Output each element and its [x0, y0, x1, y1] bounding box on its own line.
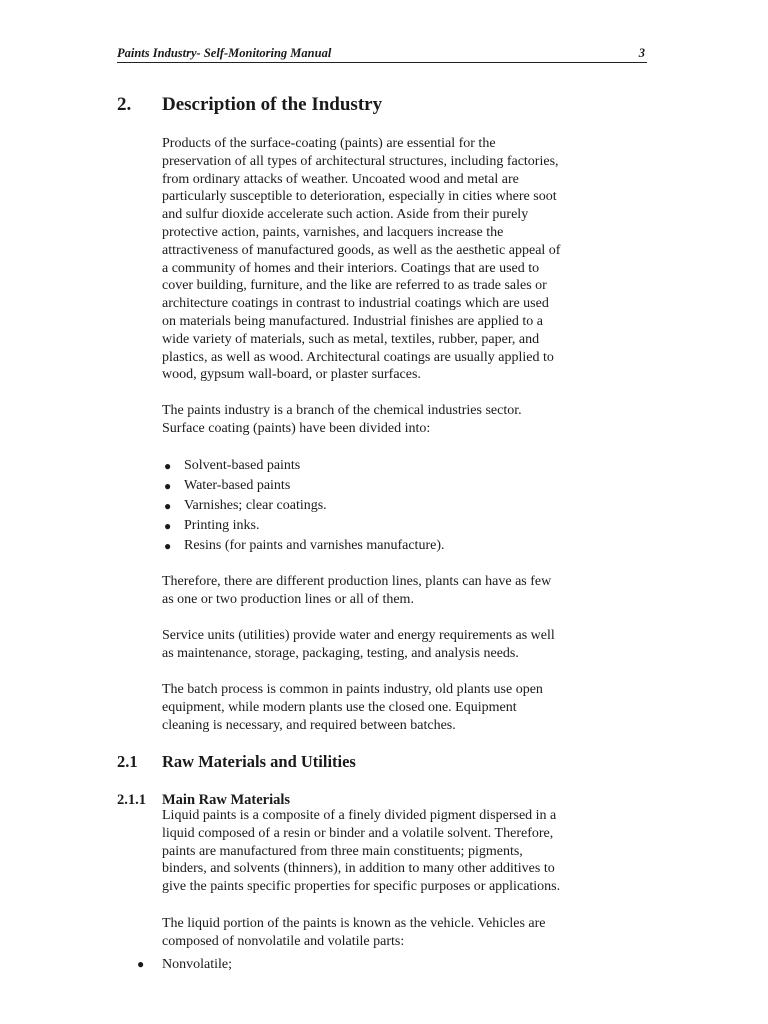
list-item: [162, 496, 444, 516]
list-item-text: Nonvolatile;: [162, 957, 232, 972]
text-line: wide variety of materials, such as metal, textiles, rubber, paper, and: [162, 331, 540, 347]
subsection-number: 2.1: [117, 752, 138, 771]
text-line: plastics, as well as wood. Architectural coatings are usually applied to: [162, 349, 554, 365]
paint-types-list: [162, 456, 444, 556]
text-line: from ordinary attacks of weather. Uncoated wood and metal are: [162, 171, 519, 187]
paragraph-production-lines: [162, 573, 612, 609]
text-line: Surface coating (paints) have been divided into:: [162, 420, 431, 436]
text-line: equipment, while modern plants use the closed one. Equipment: [162, 699, 517, 715]
text-line: Products of the surface-coating (paints) are essential for the: [162, 136, 496, 151]
text-line: a community of homes and their interiors. Coatings that are used to: [162, 260, 540, 276]
list-item-text: Resins (for paints and varnishes manufacture).: [184, 538, 445, 553]
paragraph-liquid-paints: [162, 807, 612, 896]
text-line: The batch process is common in paints industry, old plants use open: [162, 682, 543, 697]
bullet-icon: ●: [164, 479, 172, 493]
text-line: composed of nonvolatile and volatile parts:: [162, 933, 405, 949]
paragraph-intro: [162, 135, 612, 384]
subsection-heading: [117, 752, 356, 772]
text-line: liquid composed of a resin or binder and a volatile solvent. Therefore,: [162, 825, 554, 841]
text-line: preservation of all types of architectural structures, including factories,: [162, 153, 559, 169]
text-line: cleaning is necessary, and required between batches.: [162, 717, 456, 733]
list-item: [162, 476, 444, 496]
text-line: as maintenance, storage, packaging, testing, and analysis needs.: [162, 645, 519, 661]
page-number: 3: [638, 46, 645, 60]
section-title: Description of the Industry: [162, 94, 383, 115]
text-line: Therefore, there are different production lines, plants can have as few: [162, 574, 552, 589]
text-line: as one or two production lines or all of them.: [162, 591, 414, 607]
subsubsection-title: Main Raw Materials: [162, 792, 291, 808]
bullet-icon: ●: [164, 539, 172, 553]
text-line: particularly susceptible to deterioration, especially in cities where soot: [162, 189, 557, 205]
text-line: Service units (utilities) provide water and energy requirements as well: [162, 628, 555, 643]
bullet-icon: ●: [164, 499, 172, 513]
list-item-text: Varnishes; clear coatings.: [184, 498, 327, 513]
list-item: [162, 516, 444, 536]
paragraph-batch-process: [162, 681, 612, 734]
subsection-title: Raw Materials and Utilities: [162, 752, 356, 771]
text-line: The liquid portion of the paints is known as the vehicle. Vehicles are: [162, 916, 546, 931]
bullet-icon: ●: [164, 459, 172, 473]
bullet-icon: ●: [137, 957, 145, 971]
text-line: paints are manufactured from three main constituents; pigments,: [162, 843, 523, 859]
list-item-text: Water-based paints: [184, 478, 291, 493]
list-item-text: Solvent-based paints: [184, 458, 301, 473]
list-item: [162, 536, 444, 556]
subsubsection-number: 2.1.1: [117, 792, 146, 808]
text-line: cover building, furniture, and the like are referred to as trade sales or: [162, 278, 547, 294]
text-line: The paints industry is a branch of the chemical industries sector.: [162, 403, 522, 418]
text-line: architecture coatings in contrast to industrial coatings which are used: [162, 296, 549, 312]
text-line: attractiveness of manufactured goods, as well as the aesthetic appeal of: [162, 242, 561, 258]
text-line: give the paints specific properties for specific purposes or applications.: [162, 879, 561, 895]
paragraph-vehicle: [162, 915, 612, 951]
header-title: Paints Industry- Self-Monitoring Manual: [117, 46, 332, 60]
text-line: protective action, paints, varnishes, and lacquers increase the: [162, 224, 504, 240]
list-item-text: Printing inks.: [184, 518, 260, 533]
section-heading: [117, 94, 382, 116]
text-line: binders, and solvents (thinners), in addition to many other additives to: [162, 861, 555, 877]
section-number: 2.: [117, 94, 132, 115]
list-item-nonvolatile: [137, 955, 232, 974]
list-item: [162, 456, 444, 476]
paragraph-branch: [162, 402, 612, 438]
paragraph-service-units: [162, 627, 612, 663]
bullet-icon: ●: [164, 519, 172, 533]
text-line: on materials being manufactured. Industrial finishes are applied to a: [162, 313, 543, 329]
text-line: wood, gypsum wall-board, or plaster surfaces.: [162, 367, 421, 383]
text-line: and sulfur dioxide accelerate such action. Aside from their purely: [162, 207, 529, 223]
text-line: Liquid paints is a composite of a finely divided pigment dispersed in a: [162, 808, 557, 823]
running-header: [117, 44, 647, 63]
